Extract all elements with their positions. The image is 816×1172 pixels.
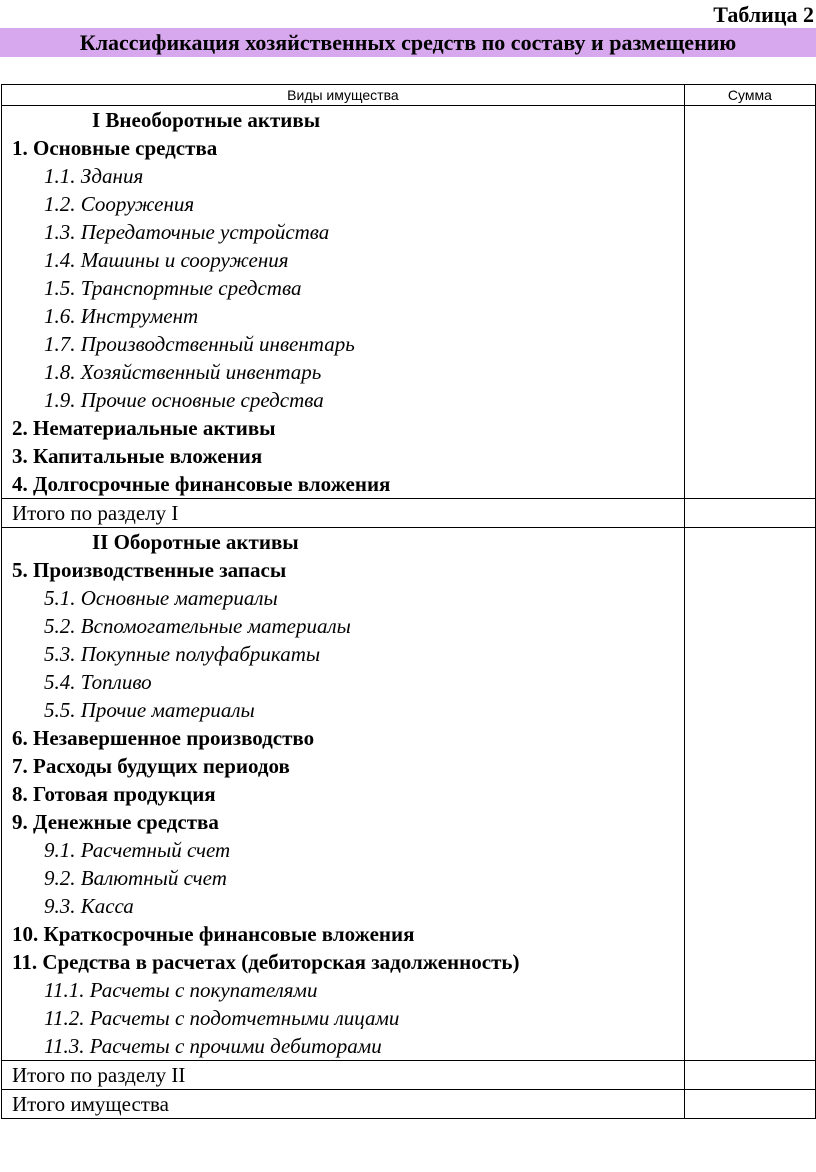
list-item: 8. Готовая продукция — [12, 782, 216, 806]
list-item: 1.9. Прочие основные средства — [44, 388, 324, 412]
list-item: 5. Производственные запасы — [12, 558, 287, 582]
list-item: 1.7. Производственный инвентарь — [44, 332, 355, 356]
section1-total-text: Итого по разделу I — [12, 501, 179, 525]
grand-total-text: Итого имущества — [12, 1092, 169, 1116]
list-item: 11.3. Расчеты с прочими дебиторами — [44, 1034, 382, 1058]
list-item: 6. Незавершенное производство — [12, 726, 315, 750]
section2-heading: II Оборотные активы — [92, 530, 299, 554]
list-item: 1.8. Хозяйственный инвентарь — [44, 360, 322, 384]
section1-row — [2, 106, 816, 499]
section2-total-row — [2, 1061, 816, 1090]
header-asset-types: Виды имущества — [2, 85, 685, 106]
grand-total-label — [2, 1090, 685, 1119]
table-number: Таблица 2 — [713, 2, 814, 27]
list-item: 3. Капитальные вложения — [12, 444, 263, 468]
list-item: 1.2. Сооружения — [44, 192, 195, 216]
section1-total-label — [2, 499, 685, 528]
assets-table — [1, 84, 816, 1119]
list-item: 7. Расходы будущих периодов — [12, 754, 290, 778]
list-item: 5.4. Топливо — [44, 670, 152, 694]
list-item: 11.2. Расчеты с подотчетными лицами — [44, 1006, 400, 1030]
list-item: 5.5. Прочие материалы — [44, 698, 255, 722]
table-title: Классификация хозяйственных средств по составу и размещению — [79, 30, 737, 55]
list-item: 5.2. Вспомогательные материалы — [44, 614, 351, 638]
section1-items — [2, 106, 685, 499]
section2-row — [2, 528, 816, 1061]
grand-total-row — [2, 1090, 816, 1119]
section2-sum-cell — [684, 528, 815, 1061]
section1-sum-cell — [684, 106, 815, 499]
list-item: 4. Долгосрочные финансовые вложения — [12, 472, 391, 496]
list-item: 1.1. Здания — [44, 164, 144, 188]
section1-total-sum — [684, 499, 815, 528]
section2-total-text: Итого по разделу II — [12, 1063, 186, 1087]
grand-total-sum — [684, 1090, 815, 1119]
list-item: 9.1. Расчетный счет — [44, 838, 231, 862]
section2-items — [2, 528, 685, 1061]
header-sum: Сумма — [684, 85, 815, 106]
list-item: 11. Средства в расчетах (дебиторская задолженность) — [12, 950, 520, 974]
list-item: 2. Нематериальные активы — [12, 416, 276, 440]
list-item: 1.5. Транспортные средства — [44, 276, 302, 300]
header-row — [2, 85, 816, 106]
list-item: 1.4. Машины и сооружения — [44, 248, 289, 272]
section1-total-row — [2, 499, 816, 528]
list-item: 10. Краткосрочные финансовые вложения — [12, 922, 415, 946]
list-item: 1.3. Передаточные устройства — [44, 220, 330, 244]
list-item: 5.1. Основные материалы — [44, 586, 278, 610]
list-item: 11.1. Расчеты с покупателями — [44, 978, 318, 1002]
list-item: 1.6. Инструмент — [44, 304, 199, 328]
list-item: 9.3. Касса — [44, 894, 134, 918]
list-item: 5.3. Покупные полуфабрикаты — [44, 642, 321, 666]
section2-total-label — [2, 1061, 685, 1090]
list-item: 1. Основные средства — [12, 136, 218, 160]
list-item: 9.2. Валютный счет — [44, 866, 227, 890]
section1-heading: I Внеоборотные активы — [92, 108, 321, 132]
list-item: 9. Денежные средства — [12, 810, 219, 834]
section2-total-sum — [684, 1061, 815, 1090]
